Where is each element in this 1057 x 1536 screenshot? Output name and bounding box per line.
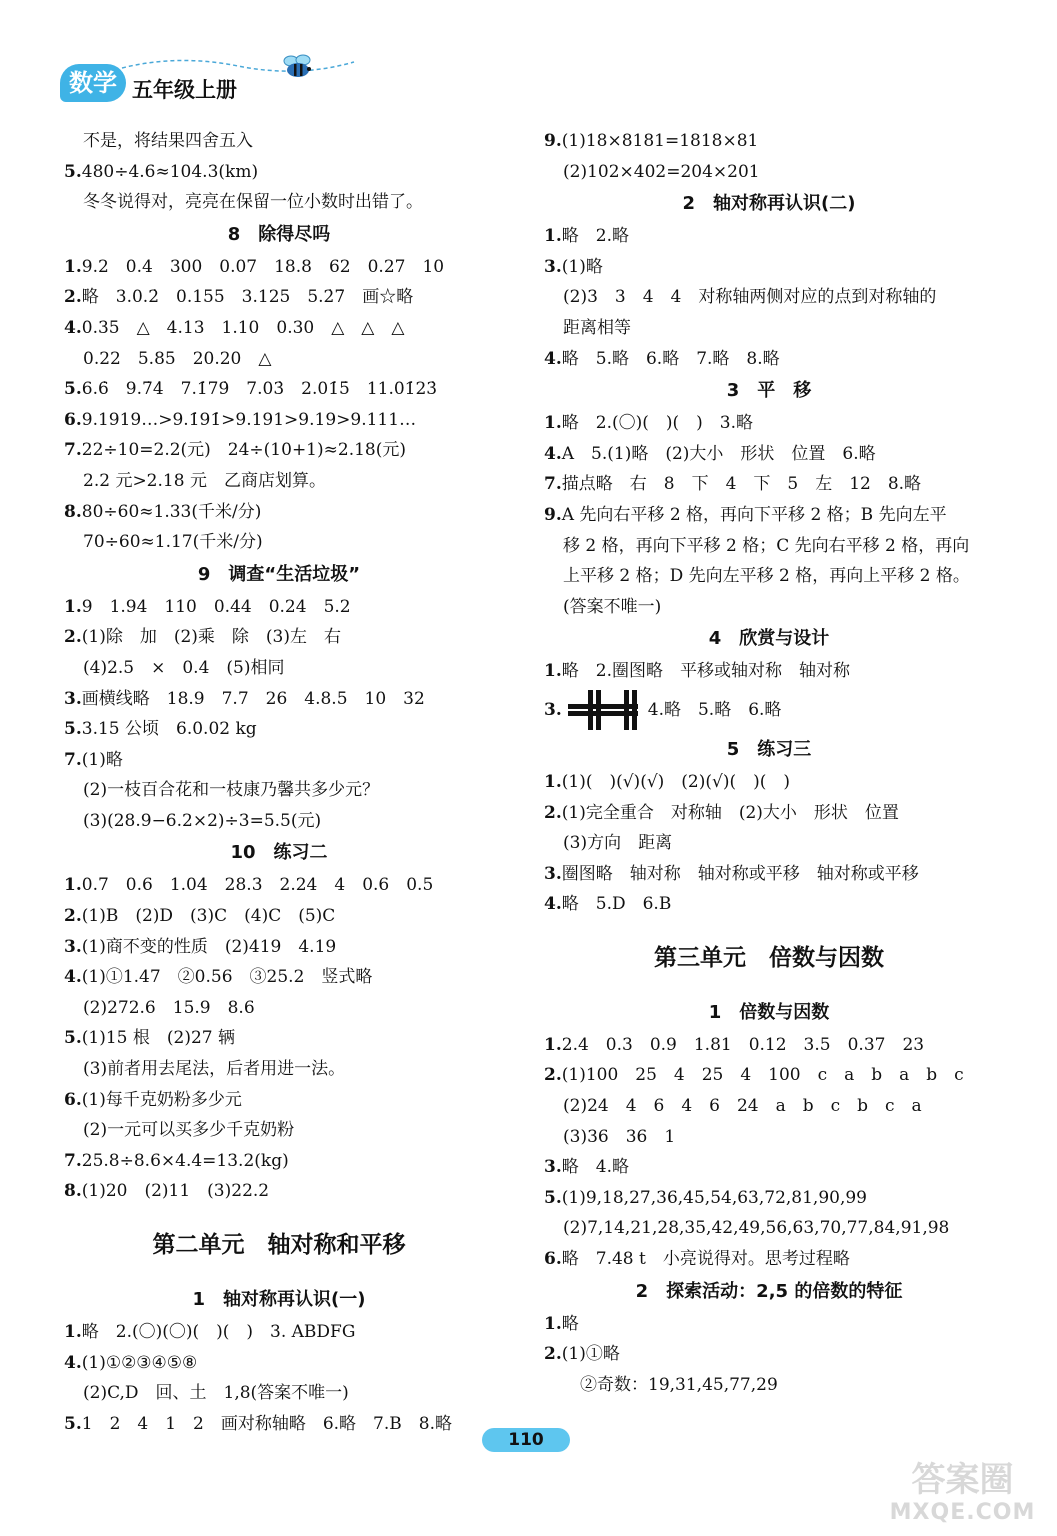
question-number: 1. [544, 1313, 562, 1334]
answer-text: A 5.(1)略 (2)大小 形状 位置 6.略 [561, 443, 876, 464]
unit-title: 第三单元 倍数与因数 [654, 944, 884, 971]
watermark-logo: 答案圈 MXQE.COM [889, 1460, 1036, 1525]
answer-text: (1)15 根 (2)27 辆 [81, 1028, 235, 1049]
answer-text: (1)B (2)D (3)C (4)C (5)C [81, 906, 336, 927]
answer-line [544, 1183, 994, 1214]
question-number: 6. [64, 409, 82, 430]
question-number: 3. [544, 699, 562, 720]
unit-title: 第二单元 轴对称和平移 [152, 1232, 406, 1258]
answer-line [544, 439, 994, 470]
answer-line [64, 344, 494, 375]
answer-text: (1)除 加 (2)乘 除 (3)左 右 [81, 627, 341, 648]
answer-line [544, 1370, 994, 1401]
answer-text: (3)方向 距离 [563, 833, 673, 854]
question-number: 9. [544, 504, 562, 525]
answer-line [544, 500, 994, 531]
answer-line [64, 932, 494, 963]
answer-line [544, 408, 994, 439]
question-number: 7. [64, 749, 82, 770]
answer-text: 3.15 公顷 6.0.02 kg [81, 719, 257, 740]
question-number: 1. [544, 771, 562, 792]
question-number: 5. [544, 1187, 562, 1208]
answer-text: (1)100 25 4 25 4 100 c a b a b c [561, 1065, 964, 1086]
answer-line [64, 1409, 494, 1440]
answer-line [544, 344, 994, 375]
answer-line [544, 1309, 994, 1340]
question-number: 5. [64, 1028, 82, 1049]
question-number: 8. [64, 1181, 82, 1202]
answer-text: 80÷60≈1.33(千米/分) [81, 501, 262, 522]
answer-text: 略 4.略 [561, 1157, 629, 1178]
answer-text: 略 2.略 [561, 226, 629, 247]
answer-line [544, 828, 994, 859]
answer-line [64, 684, 494, 715]
answer-line [64, 497, 494, 528]
question-number: 5. [64, 379, 82, 400]
answer-line [544, 889, 994, 920]
answer-text: 2.4 0.3 0.9 1.81 0.12 3.5 0.37 23 [561, 1034, 925, 1055]
answer-line [64, 806, 494, 837]
question-number: 3. [64, 936, 82, 957]
answer-text: (2)102×402=204×201 [563, 161, 760, 182]
answer-line [64, 1115, 494, 1146]
answer-text: 70÷60≈1.17(千米/分) [83, 532, 263, 553]
answer-text: A 先向右平移 2 格，再向下平移 2 格；B 先向左平 [561, 504, 947, 525]
question-number: 2. [64, 287, 82, 308]
answer-line [544, 798, 994, 829]
answer-line [64, 870, 494, 901]
answer-line [544, 252, 994, 283]
answer-text: (1)①1.47 ②0.56 ③25.2 竖式略 [81, 967, 373, 988]
answer-line [544, 282, 994, 313]
answer-line [64, 1317, 494, 1348]
section-heading: 8 除得尽吗 [227, 223, 331, 245]
answer-text: 4.略 5.略 6.略 [647, 699, 782, 720]
question-number: 4. [544, 894, 562, 915]
answer-text: (2)一元可以买多少千克奶粉 [83, 1120, 295, 1141]
answer-line [544, 656, 994, 687]
question-number: 4. [64, 967, 82, 988]
answer-line [64, 745, 494, 776]
section-heading: 4 欣赏与设计 [708, 628, 830, 650]
answer-line [64, 901, 494, 932]
answer-line [544, 1060, 994, 1091]
answer-text: (3)前者用去尾法，后者用进一法。 [83, 1059, 346, 1080]
bee-icon [278, 52, 318, 82]
answer-line [64, 1023, 494, 1054]
section-heading: 10 练习二 [230, 842, 328, 864]
page-header [58, 48, 358, 108]
section-heading: 2 轴对称再认识(二) [682, 193, 856, 215]
answer-text: 距离相等 [563, 317, 631, 338]
answer-text: 略 2.圈图略 平移或轴对称 轴对称 [561, 661, 850, 682]
answer-line [64, 252, 494, 283]
answer-text: 不是，将结果四舍五入 [83, 131, 253, 151]
answer-line [64, 187, 494, 218]
answer-text: 6.6̇ 9.7̇4̇ 7.1̇79̇ 7.03̇ 2.01̇5̇ 11.01̇23̇ [81, 379, 438, 400]
answer-text: (2)一枝百合花和一枝康乃馨共多少元？ [83, 780, 380, 801]
answer-text: (2)7,14,21,28,35,42,49,56,63,70,77,84,91,98 [563, 1218, 950, 1239]
answer-text: 上平移 2 格；D 先向左平移 2 格，再向上平移 2 格。 [563, 566, 970, 587]
section-heading: 3 平 移 [726, 380, 812, 402]
left-answer-column [64, 126, 494, 1439]
answer-line [544, 592, 994, 623]
answer-text: 1 2 4 1 2 画对称轴略 6.略 7.B 8.略 [81, 1413, 452, 1434]
answer-text: 0.7 0.6 1.04 28.3 2.24 4 0.6 0.5 [81, 875, 434, 896]
answer-text: 描点略 右 8 下 4 下 5 左 12 8.略 [561, 474, 922, 495]
question-number: 1. [544, 226, 562, 247]
answer-line [64, 962, 494, 993]
question-number: 6. [64, 1089, 82, 1110]
answer-line [544, 1030, 994, 1061]
answer-line [544, 1152, 994, 1183]
answer-line [544, 767, 994, 798]
answer-text: 9.2 0.4 300 0.07 18.8 62 0.27 10 [81, 256, 445, 277]
answer-text: (1)9,18,27,36,45,54,63,72,81,90,99 [561, 1187, 868, 1208]
answer-line [544, 1339, 994, 1370]
answer-line [544, 859, 994, 890]
question-number: 5. [64, 1413, 82, 1434]
answer-line [544, 1122, 994, 1153]
answer-text: 圈图略 轴对称 轴对称或平移 轴对称或平移 [561, 863, 919, 884]
answer-text: 9.1919…>9.1̇91̇>9.191>9.19>9.111… [81, 409, 417, 430]
answer-line [64, 1085, 494, 1116]
question-number: 2. [64, 627, 82, 648]
question-number: 5. [64, 161, 82, 182]
answer-text: (1)略 [81, 749, 123, 770]
question-number: 3. [544, 256, 562, 277]
symmetric-figure-icon [566, 688, 640, 732]
answer-line [544, 1091, 994, 1122]
answer-text: (答案不唯一) [563, 596, 662, 617]
answer-line [64, 466, 494, 497]
question-number: 2. [544, 802, 562, 823]
question-number: 3. [544, 1157, 562, 1178]
answer-line [64, 993, 494, 1024]
question-number: 1. [64, 875, 82, 896]
question-number: 1. [544, 661, 562, 682]
answer-text: 9 1.94 110 0.44 0.24 5.2 [81, 596, 351, 617]
section-heading: 2 探索活动：2,5 的倍数的特征 [635, 1280, 903, 1302]
answer-line [64, 714, 494, 745]
question-number: 7. [64, 1150, 82, 1171]
answer-line [544, 126, 994, 157]
answer-text: (1)完全重合 对称轴 (2)大小 形状 位置 [561, 802, 899, 823]
answer-text: 22÷10=2.2(元) 24÷(10+1)≈2.18(元) [81, 440, 406, 461]
answer-text: 0.35 △ 4.13 1.10 0.30 △ △ △ [81, 317, 405, 338]
question-number: 3. [544, 863, 562, 884]
answer-line [64, 157, 494, 188]
section-heading: 5 练习三 [726, 738, 812, 760]
answer-line [64, 1176, 494, 1207]
answer-line [64, 126, 494, 157]
answer-line [64, 1348, 494, 1379]
answer-text: 略 2.(〇)(〇)( )( ) 3. ABDFG [81, 1322, 356, 1342]
answer-text: 冬冬说得对，亮亮在保留一位小数时出错了。 [83, 192, 423, 213]
answer-line [544, 1244, 994, 1275]
answer-text: 画横线略 18.9 7.7 26 4.8.5 10 32 [81, 688, 425, 709]
answer-text: (3)36 36 1 [563, 1126, 676, 1147]
section-heading: 1 倍数与因数 [708, 1001, 830, 1023]
answer-text: (1)略 [561, 256, 603, 277]
dashed-decoration-line [118, 54, 358, 74]
answer-line-figure [544, 687, 994, 733]
question-number: 2. [544, 1065, 562, 1086]
answer-text: (2)24 4 6 4 6 24 a b c b c a [563, 1096, 922, 1117]
question-number: 1. [64, 596, 82, 617]
question-number: 9. [544, 131, 562, 151]
answer-text: (1)①②③④⑤⑧ [81, 1352, 198, 1373]
answer-line [544, 1213, 994, 1244]
answer-line [64, 1146, 494, 1177]
question-number: 8. [64, 501, 82, 522]
right-answer-column [544, 126, 994, 1400]
question-number: 5. [64, 719, 82, 740]
answer-text: ②奇数：19,31,45,77,29 [563, 1374, 778, 1395]
answer-line [544, 531, 994, 562]
answer-line [64, 1378, 494, 1409]
answer-line [64, 1054, 494, 1085]
section-heading: 1 轴对称再认识(一) [192, 1289, 366, 1310]
answer-line [64, 653, 494, 684]
question-number: 2. [544, 1344, 562, 1365]
answer-text: (1)每千克奶粉多少元 [81, 1089, 242, 1110]
page-number: 110 [482, 1428, 570, 1452]
answer-text: (1)( )(√)(√) (2)(√)( )( ) [561, 771, 790, 792]
answer-text: (4)2.5 × 0.4 (5)相同 [83, 657, 285, 678]
question-number: 4. [544, 443, 562, 464]
answer-text: 略 [561, 1313, 579, 1334]
question-number: 1. [544, 1034, 562, 1055]
section-heading: 9 调查“生活垃圾” [197, 563, 361, 585]
answer-text: 2.2 元>2.18 元 乙商店划算。 [83, 470, 326, 491]
answer-text: (3)(28.9−6.2×2)÷3=5.5(元) [83, 810, 322, 831]
question-number: 1. [64, 1322, 82, 1342]
answer-line [544, 561, 994, 592]
answer-line [64, 405, 494, 436]
question-number: 6. [544, 1249, 562, 1270]
answer-text: 略 5.D 6.B [561, 894, 672, 915]
answer-line [544, 221, 994, 252]
answer-line [64, 435, 494, 466]
question-number: 3. [64, 688, 82, 709]
answer-line [544, 157, 994, 188]
question-number: 7. [64, 440, 82, 461]
subject-badge: 数学 [60, 64, 126, 102]
answer-line [544, 469, 994, 500]
question-number: 1. [64, 256, 82, 277]
answer-text: (2)C,D 回、土 1,8(答案不唯一) [83, 1383, 349, 1404]
answer-line [64, 282, 494, 313]
answer-text: 25.8÷8.6×4.4=13.2(kg) [81, 1150, 289, 1171]
answer-text: (1)①略 [561, 1344, 620, 1365]
answer-line [64, 313, 494, 344]
answer-line [64, 775, 494, 806]
question-number: 2. [64, 906, 82, 927]
question-number: 4. [544, 348, 562, 369]
answer-text: 略 7.48 t 小亮说得对。思考过程略 [561, 1249, 850, 1270]
answer-text: 略 3.0.2̇ 0.155 3.125 5.2̇7̇ 画☆略 [81, 287, 414, 308]
answer-text: (1)20 (2)11 (3)22.2 [81, 1181, 270, 1202]
answer-text: (2)272.6 15.9 8.6 [83, 997, 255, 1018]
answer-line [64, 374, 494, 405]
answer-text: 移 2 格，再向下平移 2 格；C 先向右平移 2 格，再向 [563, 535, 970, 556]
answer-line [64, 622, 494, 653]
question-number: 7. [544, 474, 562, 495]
question-number: 1. [544, 413, 562, 434]
question-number: 4. [64, 317, 82, 338]
answer-line [64, 592, 494, 623]
answer-text: (2)3 3 4 4 对称轴两侧对应的点到对称轴的 [563, 287, 937, 308]
answer-text: 略 5.略 6.略 7.略 8.略 [561, 348, 780, 369]
answer-line [544, 313, 994, 344]
answer-text: 0.22 5.85 20.20 △ [83, 348, 272, 369]
answer-text: (1)18×8181=1818×81 [561, 131, 759, 151]
question-number: 4. [64, 1352, 82, 1373]
grade-title: 五年级上册 [132, 78, 237, 102]
answer-text: 480÷4.6≈104.3(km) [81, 161, 259, 182]
answer-text: 略 2.(〇)( )( ) 3.略 [561, 413, 753, 434]
answer-line [64, 527, 494, 558]
answer-text: (1)商不变的性质 (2)419 4.19 [81, 936, 337, 957]
